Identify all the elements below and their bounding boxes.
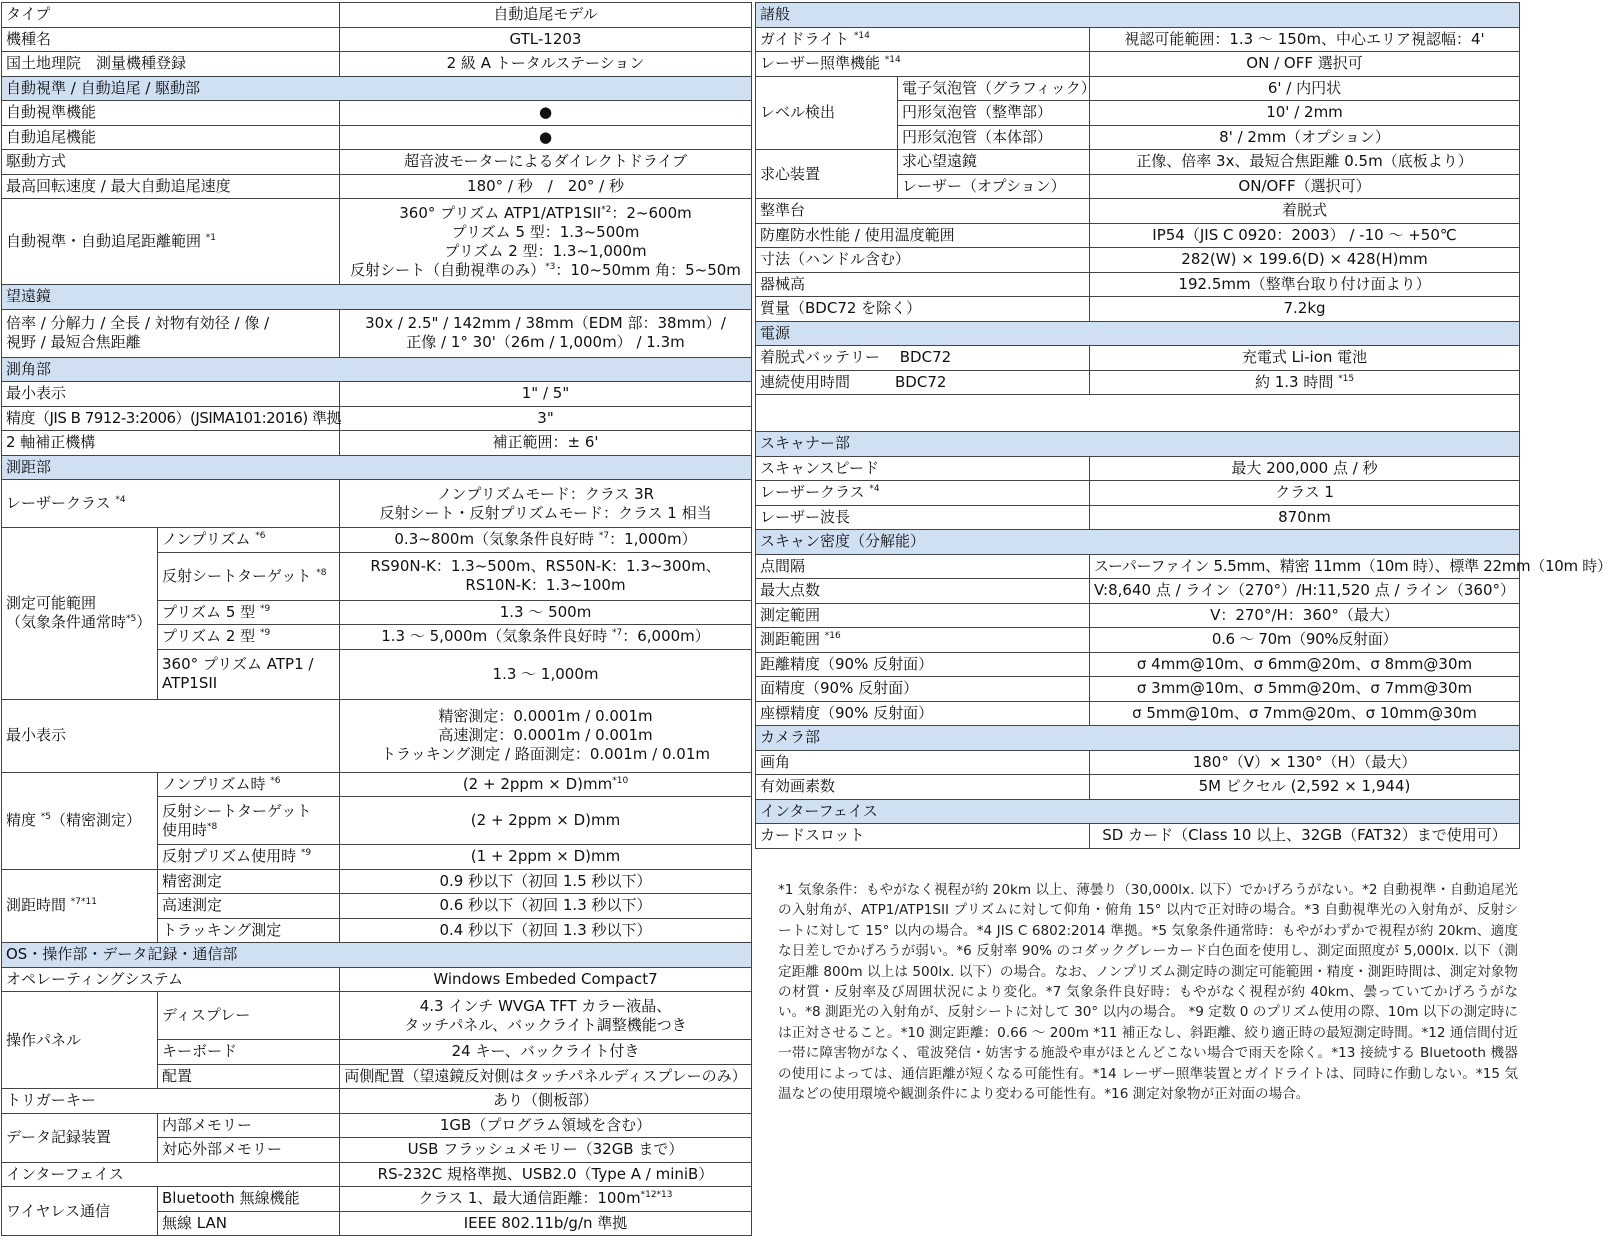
dimensions-value: 282(W) × 199.6(D) × 428(H)mm xyxy=(1090,248,1520,273)
plummet-laser-label: レーザー（オプション） xyxy=(898,174,1090,199)
data-internal-value: 1GB（プログラム領域を含む） xyxy=(340,1113,752,1138)
row-mt-fine xyxy=(2,869,752,894)
panel-keyboard-label: キーボード xyxy=(158,1040,340,1065)
row-battery xyxy=(756,346,1520,371)
section-distance xyxy=(2,455,752,480)
row-point-pitch xyxy=(756,554,1520,579)
level-electronic-value: 6' / 内円状 xyxy=(1090,76,1520,101)
model-value: GTL-1203 xyxy=(340,27,752,52)
row-data-internal xyxy=(2,1113,752,1138)
section-telescope xyxy=(2,285,752,310)
row-type xyxy=(2,3,752,28)
ip-label: 防塵防水性能 / 使用温度範囲 xyxy=(756,223,1090,248)
row-scan-distance xyxy=(756,628,1520,653)
acc-nonprism-value: $(2 + 2ppm \times D)mm^{*10}$ xyxy=(340,772,752,797)
guide-light-value: 視認可能範囲：1.3 ～ 150m、中心エリア視認幅：4' xyxy=(1090,27,1520,52)
os-label: オペレーティングシステム xyxy=(2,967,340,992)
row-scan-laser xyxy=(756,481,1520,506)
range-nonprism-value: 0.3~800m（気象条件良好時 $^{*7}$：1,000m） xyxy=(340,528,752,553)
data-external-label: 対応外部メモリー xyxy=(158,1138,340,1163)
level-electronic-label: 電子気泡管（グラフィック） xyxy=(898,76,1090,101)
guide-light-label: ガイドライト $^{*14}$ xyxy=(756,27,1090,52)
level-circular-value: 10' / 2mm xyxy=(1090,101,1520,126)
scan-distance-value: 0.6 ～ 70m（90%反射面） xyxy=(1090,628,1520,653)
row-dimensions xyxy=(756,248,1520,273)
row-tribrach xyxy=(756,199,1520,224)
panel-layout-value: 両側配置（望遠鏡反対側はタッチパネルディスプレーのみ） xyxy=(340,1064,752,1089)
range-sheet-value: RS90N-K：1.3~500m、RS50N-K：1.3~300m、 RS10N-K：1.3~100m xyxy=(340,552,752,600)
auto-range-value: 360° プリズム ATP1/ATP1SII$^{*2}$：2~600m プリズム 5 型：1.3~500m プリズム 2 型：1.3~1,000m 反射シート（自動視準のみ）$^{*3}$：10~50mm 角：5~50m xyxy=(340,199,752,285)
wireless-label: ワイヤレス通信 xyxy=(2,1187,158,1236)
angle-min-label: 最小表示 xyxy=(2,382,340,407)
dimensions-label: 寸法（ハンドル含む） xyxy=(756,248,1090,273)
interface-value: RS-232C 規格準拠、USB2.0（Type A / miniB） xyxy=(340,1162,752,1187)
section-angle-title: 測角部 xyxy=(2,357,752,382)
autotrack-label: 自動追尾機能 xyxy=(2,125,340,150)
level-circular-label: 円形気泡管（整準部） xyxy=(898,101,1090,126)
right-spec-table xyxy=(755,2,1612,849)
mt-track-value: 0.4 秒以下（初回 1.3 秒以下） xyxy=(340,918,752,943)
mass-value: 7.2kg xyxy=(1090,297,1520,322)
meas-time-label: 測距時間 $^{*7*11}$ xyxy=(2,869,158,943)
section-general xyxy=(756,3,1520,28)
filled-circle-icon: ● xyxy=(340,101,752,126)
panel-layout-label: 配置 xyxy=(158,1064,340,1089)
section-general-title: 諸般 xyxy=(756,3,1520,28)
pixels-value: 5M ピクセル (2,592 × 1,944) xyxy=(1090,775,1520,800)
acc-sheet-value: (2 + 2ppm × D)mm xyxy=(340,797,752,845)
angle-min-value: 1" / 5" xyxy=(340,382,752,407)
range-360-value: 1.3 ～ 1,000m xyxy=(340,649,752,699)
row-drive xyxy=(2,150,752,175)
panel-display-label: ディスプレー xyxy=(158,992,340,1040)
dist-min-value: 精密測定：0.0001m / 0.001m 高速測定：0.0001m / 0.001m トラッキング測定 / 路面測定：0.001m / 0.01m xyxy=(340,699,752,772)
mt-fast-label: 高速測定 xyxy=(158,894,340,919)
fov-value: 180°（V）× 130°（H）（最大） xyxy=(1090,750,1520,775)
card-slot-label: カードスロット xyxy=(756,824,1090,849)
scan-speed-label: スキャンスピード xyxy=(756,456,1090,481)
row-interface xyxy=(2,1162,752,1187)
row-pixels xyxy=(756,775,1520,800)
type-label: タイプ xyxy=(2,3,340,28)
data-storage-label: データ記録装置 xyxy=(2,1113,158,1162)
tribrach-label: 整準台 xyxy=(756,199,1090,224)
section-interface xyxy=(756,799,1520,824)
section-power xyxy=(756,321,1520,346)
footnotes: *1 気象条件：もやがなく視程が約 20km 以上、薄曇り（30,000lx. 以下）でかげろうがない。*2 自動視準・自動追尾光の入射角が、ATP1/ATP1SII プリズムに対して仰角・俯角 15° 以内で正対時の場合。*3 自動視準光の入射角が、反射シートに対して 15° 以内の場合。*4 JIS C 6802:2014 準拠。*5 気象条件通常時：もやがわずかで視程が約 20km、適度な日差しでかげろうが弱い。*6 反射率 90% のコダックグレーカード白色面を使用し、測定面照度が 5,000lx. 以下（測定距離 800m 以上は 500lx. 以下）の場合。なお、ノンプリズム測定時の測定可能範囲・精度・測距時間は、測定対象物の材質・反射率及び周囲状況により変化。*7 気象条件良好時：もやがなく視程が約 40km、曇っていてかげろうがない。*8 測距光の入射角が、反射シートに対して 30° 以内の場合。 *9 定数 0 のプリズム使用の際、10m 以下の測定時には正対させること。*10 測定距離：0.66 ～ 200m *11 補正なし、斜距離、絞り適正時の最短測定時間。*12 通信間付近一帯に障害物がなく、電波発信・妨害する施設や車がほとんどこない場合で雨天を除く。*13 接続する Bluetooth 機器の使用によっては、通信距離が短くなる可能性有。*14 レーザー照準装置とガイドライトは、同時に作動しない。*15 気温などの使用環境や観測条件により変わる可能性有。*16 測定対象物が正対面の場合。 xyxy=(778,882,1518,1103)
row-range-nonprism xyxy=(2,528,752,553)
mt-fast-value: 0.6 秒以下（初回 1.3 秒以下） xyxy=(340,894,752,919)
row-laser-class xyxy=(2,480,752,528)
dist-accuracy-label: 距離精度（90% 反射面） xyxy=(756,652,1090,677)
level-body-value: 8' / 2mm（オプション） xyxy=(1090,125,1520,150)
row-acc-nonprism xyxy=(2,772,752,797)
dist-accuracy-value: σ 4mm@10m、σ 6mm@20m、σ 8mm@30m xyxy=(1090,652,1520,677)
mt-fine-value: 0.9 秒以下（初回 1.5 秒以下） xyxy=(340,869,752,894)
wavelength-value: 870nm xyxy=(1090,505,1520,530)
fov-label: 画角 xyxy=(756,750,1090,775)
trigger-label: トリガーキー xyxy=(2,1089,340,1114)
telescope-label: 倍率 / 分解力 / 全長 / 対物有効径 / 像 / 視野 / 最短合焦距離 xyxy=(2,309,340,357)
plummet-laser-value: ON/OFF（選択可） xyxy=(1090,174,1520,199)
row-surface-accuracy xyxy=(756,677,1520,702)
row-guide-light xyxy=(756,27,1520,52)
laser-pointer-label: レーザー照準機能 $^{*14}$ xyxy=(756,52,1090,77)
row-angle-acc xyxy=(2,406,752,431)
os-value: Windows Embeded Compact7 xyxy=(340,967,752,992)
type-value: 自動追尾モデル xyxy=(340,3,752,28)
instrument-height-label: 器械高 xyxy=(756,272,1090,297)
mt-fine-label: 精密測定 xyxy=(158,869,340,894)
max-points-label: 最大点数 xyxy=(756,579,1090,604)
section-os xyxy=(2,943,752,968)
panel-label: 操作パネル xyxy=(2,992,158,1089)
row-compensator xyxy=(2,431,752,456)
wireless-bt-value: クラス 1、最大通信距離：$100m^{*12*13}$ xyxy=(340,1187,752,1212)
row-os xyxy=(2,967,752,992)
section-power-title: 電源 xyxy=(756,321,1520,346)
auto-range-label: 自動視準・自動追尾距離範囲 $^{*1}$ xyxy=(2,199,340,285)
section-interface-title: インターフェイス xyxy=(756,799,1520,824)
coord-accuracy-value: σ 5mm@10m、σ 7mm@20m、σ 10mm@30m xyxy=(1090,701,1520,726)
section-distance-title: 測距部 xyxy=(2,455,752,480)
acc-prism-label: 反射プリズム使用時 $^{*9}$ xyxy=(158,845,340,870)
row-dist-min xyxy=(2,699,752,772)
section-auto xyxy=(2,76,752,101)
section-angle xyxy=(2,357,752,382)
row-fov xyxy=(756,750,1520,775)
plummet-telescope-value: 正像、倍率 3x、最短合焦距離 0.5m（底板より） xyxy=(1090,150,1520,175)
row-panel-display xyxy=(2,992,752,1040)
speed-value: 180° / 秒 / 20° / 秒 xyxy=(340,174,752,199)
dist-min-label: 最小表示 xyxy=(2,699,340,772)
drive-value: 超音波モーターによるダイレクトドライブ xyxy=(340,150,752,175)
row-trigger xyxy=(2,1089,752,1114)
section-scanner-title: スキャナー部 xyxy=(756,432,1520,457)
row-angle-min xyxy=(2,382,752,407)
gsi-label: 国土地理院 測量機種登録 xyxy=(2,52,340,77)
operating-time-value: 約 1.3 時間 $^{*15}$ xyxy=(1090,370,1520,395)
row-autotrack xyxy=(2,125,752,150)
section-auto-title: 自動視準 / 自動追尾 / 駆動部 xyxy=(2,76,752,101)
row-instrument-height xyxy=(756,272,1520,297)
panel-display-value: 4.3 インチ WVGA TFT カラー液晶、 タッチパネル、バックライト調整機能つき xyxy=(340,992,752,1040)
left-spec-table xyxy=(1,2,752,1236)
data-external-value: USB フラッシュメモリー（32GB まで） xyxy=(340,1138,752,1163)
surface-accuracy-value: σ 3mm@10m、σ 5mm@20m、σ 7mm@30m xyxy=(1090,677,1520,702)
laser-class-label: レーザークラス $^{*4}$ xyxy=(2,480,340,528)
surface-accuracy-label: 面精度（90% 反射面） xyxy=(756,677,1090,702)
compensator-value: 補正範囲：± 6' xyxy=(340,431,752,456)
row-level-electronic xyxy=(756,76,1520,101)
data-internal-label: 内部メモリー xyxy=(158,1113,340,1138)
meas-range-label: 測定可能範囲 （気象条件通常時$^{*5}$） xyxy=(2,528,158,700)
row-plummet-telescope xyxy=(756,150,1520,175)
row-card-slot xyxy=(756,824,1520,849)
drive-label: 駆動方式 xyxy=(2,150,340,175)
row-auto-range xyxy=(2,199,752,285)
range-prism2-value: 1.3 ～ 5,000m（気象条件良好時 $^{*7}$：6,000m） xyxy=(340,625,752,650)
accuracy-label: 精度 $^{*5}$（精密測定） xyxy=(2,772,158,869)
row-coord-accuracy xyxy=(756,701,1520,726)
scan-laser-value: クラス 1 xyxy=(1090,481,1520,506)
instrument-height-value: 192.5mm（整準台取り付け面より） xyxy=(1090,272,1520,297)
compensator-label: 2 軸補正機構 xyxy=(2,431,340,456)
row-ip xyxy=(756,223,1520,248)
wireless-bt-label: Bluetooth 無線機能 xyxy=(158,1187,340,1212)
row-autocoll xyxy=(2,101,752,126)
card-slot-value: SD カード（Class 10 以上、32GB（FAT32）まで使用可） xyxy=(1090,824,1520,849)
model-label: 機種名 xyxy=(2,27,340,52)
battery-value: 充電式 Li-ion 電池 xyxy=(1090,346,1520,371)
tribrach-value: 着脱式 xyxy=(1090,199,1520,224)
section-camera xyxy=(756,726,1520,751)
section-density xyxy=(756,530,1520,555)
section-telescope-title: 望遠鏡 xyxy=(2,285,752,310)
ip-value: IP54（JIS C 0920：2003） / -10 ～ +50℃ xyxy=(1090,223,1520,248)
plummet-telescope-label: 求心望遠鏡 xyxy=(898,150,1090,175)
scan-speed-value: 最大 200,000 点 / 秒 xyxy=(1090,456,1520,481)
range-360-label: 360° プリズム ATP1 / ATP1SII xyxy=(158,649,340,699)
wireless-lan-value: IEEE 802.11b/g/n 準拠 xyxy=(340,1211,752,1236)
section-density-title: スキャン密度（分解能） xyxy=(756,530,1520,555)
operating-time-label: 連続使用時間 BDC72 xyxy=(756,370,1090,395)
spacer-row xyxy=(756,395,1520,432)
row-telescope xyxy=(2,309,752,357)
point-pitch-value: スーパーファイン 5.5mm、精密 11mm（10m 時）、標準 22mm（10m 時） xyxy=(1090,554,1520,579)
speed-label: 最高回転速度 / 最大自動追尾速度 xyxy=(2,174,340,199)
gsi-value: 2 級 A トータルステーション xyxy=(340,52,752,77)
acc-sheet-label: 反射シートターゲット 使用時$^{*8}$ xyxy=(158,797,340,845)
wireless-lan-label: 無線 LAN xyxy=(158,1211,340,1236)
section-os-title: OS・操作部・データ記録・通信部 xyxy=(2,943,752,968)
range-nonprism-label: ノンプリズム $^{*6}$ xyxy=(158,528,340,553)
autocoll-label: 自動視準機能 xyxy=(2,101,340,126)
row-gsi xyxy=(2,52,752,77)
max-points-value: V:8,640 点 / ライン（270°）/H:11,520 点 / ライン（360°） xyxy=(1090,579,1520,604)
row-scan-range xyxy=(756,603,1520,628)
angle-acc-value: 3" xyxy=(340,406,752,431)
range-prism5-label: プリズム 5 型 $^{*9}$ xyxy=(158,600,340,625)
coord-accuracy-label: 座標精度（90% 反射面） xyxy=(756,701,1090,726)
row-scan-speed xyxy=(756,456,1520,481)
row-operating-time xyxy=(756,370,1520,395)
scan-range-value: V：270°/H：360°（最大） xyxy=(1090,603,1520,628)
spacer xyxy=(756,395,1520,432)
point-pitch-label: 点間隔 xyxy=(756,554,1090,579)
row-mass xyxy=(756,297,1520,322)
level-body-label: 円形気泡管（本体部） xyxy=(898,125,1090,150)
section-camera-title: カメラ部 xyxy=(756,726,1520,751)
angle-acc-label: 精度（JIS B 7912-3:2006）(JSIMA101:2016) 準拠 xyxy=(2,406,340,431)
mt-track-label: トラッキング測定 xyxy=(158,918,340,943)
mass-label: 質量（BDC72 を除く） xyxy=(756,297,1090,322)
laser-class-value: ノンプリズムモード：クラス 3R 反射シート・反射プリズムモード：クラス 1 相当 xyxy=(340,480,752,528)
panel-keyboard-value: 24 キー、バックライト付き xyxy=(340,1040,752,1065)
trigger-value: あり（側板部） xyxy=(340,1089,752,1114)
row-model xyxy=(2,27,752,52)
scan-distance-label: 測距範囲 $^{*16}$ xyxy=(756,628,1090,653)
section-scanner xyxy=(756,432,1520,457)
telescope-value: 30x / 2.5" / 142mm / 38mm（EDM 部：38mm）/ 正像 / 1° 30'（26m / 1,000m） / 1.3m xyxy=(340,309,752,357)
row-wavelength xyxy=(756,505,1520,530)
row-max-points xyxy=(756,579,1520,604)
scan-range-label: 測定範囲 xyxy=(756,603,1090,628)
level-label: レベル検出 xyxy=(756,76,898,150)
row-wireless-bt xyxy=(2,1187,752,1212)
range-prism5-value: 1.3 ～ 500m xyxy=(340,600,752,625)
plummet-label: 求心装置 xyxy=(756,150,898,199)
interface-label: インターフェイス xyxy=(2,1162,340,1187)
pixels-label: 有効画素数 xyxy=(756,775,1090,800)
battery-label: 着脱式バッテリー BDC72 xyxy=(756,346,1090,371)
scan-laser-label: レーザークラス $^{*4}$ xyxy=(756,481,1090,506)
row-dist-accuracy xyxy=(756,652,1520,677)
range-sheet-label: 反射シートターゲット $^{*8}$ xyxy=(158,552,340,600)
row-laser-pointer xyxy=(756,52,1520,77)
laser-pointer-value: ON / OFF 選択可 xyxy=(1090,52,1520,77)
acc-nonprism-label: ノンプリズム時 $^{*6}$ xyxy=(158,772,340,797)
filled-circle-icon: ● xyxy=(340,125,752,150)
acc-prism-value: (1 + 2ppm × D)mm xyxy=(340,845,752,870)
wavelength-label: レーザー波長 xyxy=(756,505,1090,530)
range-prism2-label: プリズム 2 型 $^{*9}$ xyxy=(158,625,340,650)
row-speed xyxy=(2,174,752,199)
